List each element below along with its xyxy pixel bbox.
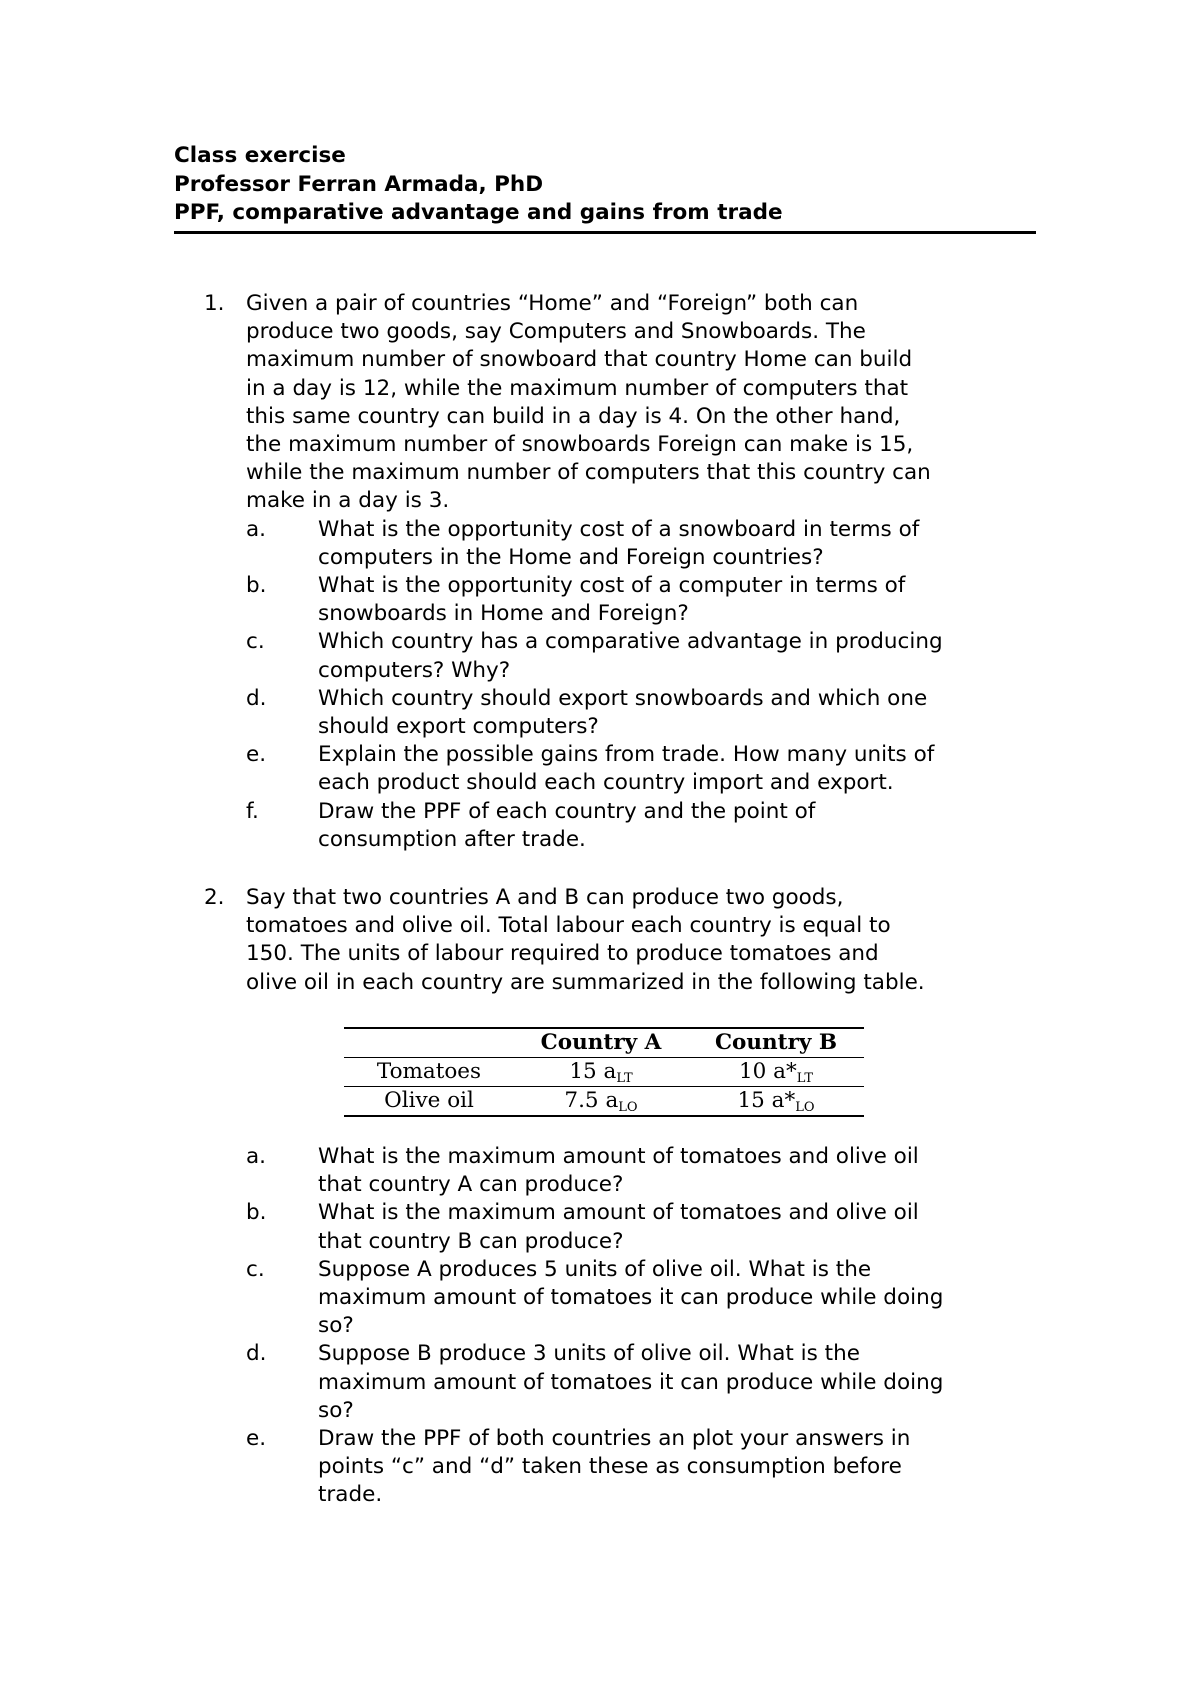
text-line: points “c” and “d” taken these as consumption before [318, 1454, 902, 1480]
text-line: Which country has a comparative advantage in producing [318, 629, 943, 655]
text-line: make in a day is 3. [246, 488, 450, 514]
sub-label: a. [246, 516, 267, 542]
question-text [246, 884, 1046, 997]
header-topic: PPF, comparative advantage and gains from trade [174, 200, 783, 225]
text-line: should export computers? [318, 714, 599, 740]
cell-value: 15 a [569, 1059, 617, 1084]
sub-label: d. [246, 685, 267, 711]
text-line: so? [318, 1397, 354, 1423]
text-line: Draw the PPF of both countries an plot your answers in [318, 1426, 911, 1452]
sub-question-d [246, 685, 1046, 741]
cell-subscript: LO [795, 1100, 815, 1115]
sub-question-b [246, 1199, 1046, 1255]
text-line: Say that two countries A and B can produce two goods, [246, 885, 844, 910]
question-1 [174, 290, 1054, 854]
text-line: olive oil in each country are summarized in the following table. [246, 969, 925, 995]
text-line: maximum amount of tomatoes it can produce while doing [318, 1285, 944, 1311]
table-header-cell: Country B [714, 1030, 838, 1055]
table-header-row [344, 1028, 864, 1058]
text-line: each product should each country import and export. [318, 770, 894, 796]
table-header-cell: Country A [540, 1030, 662, 1055]
cell-subscript: LT [616, 1071, 633, 1086]
text-line: Which country should export snowboards and which one [318, 685, 928, 711]
text-line: Suppose A produces 5 units of olive oil. What is the [318, 1256, 872, 1282]
sub-label: e. [246, 1426, 267, 1452]
labour-requirements-table [344, 1027, 864, 1117]
sub-label: c. [246, 629, 265, 655]
sub-question-f [246, 798, 1046, 854]
text-line: produce two goods, say Computers and Snowboards. The [246, 319, 866, 345]
text-line: Suppose B produce 3 units of olive oil. What is the [318, 1341, 860, 1367]
sub-label: f. [246, 798, 259, 824]
text-line: What is the opportunity cost of a snowboard in terms of [318, 516, 920, 542]
text-line: the maximum number of snowboards Foreign can make is 15, [246, 432, 914, 458]
table-cell [514, 1058, 688, 1087]
table-cell [688, 1058, 864, 1087]
header-author: Professor Ferran Armada, PhD [174, 171, 544, 197]
text-line: computers in the Home and Foreign countries? [318, 544, 824, 570]
text-line: Draw the PPF of each country and the point of [318, 798, 816, 824]
text-line: snowboards in Home and Foreign? [318, 601, 689, 627]
text-line: while the maximum number of computers that this country can [246, 460, 931, 486]
header-divider [174, 231, 1036, 234]
table-cell [514, 1087, 688, 1117]
text-line: maximum amount of tomatoes it can produce while doing [318, 1369, 944, 1395]
question-number: 1. [204, 291, 225, 316]
cell-value: 15 a* [737, 1088, 796, 1113]
sub-label: e. [246, 742, 267, 768]
text-line: What is the maximum amount of tomatoes and olive oil [318, 1200, 919, 1226]
cell-value: 10 a* [738, 1059, 797, 1084]
question-2-subquestions [174, 1143, 1054, 1510]
question-text [246, 290, 1046, 516]
header-title: Class exercise [174, 143, 346, 168]
text-line: tomatoes and olive oil. Total labour each country is equal to [246, 913, 891, 939]
cell-value: 7.5 a [564, 1088, 619, 1113]
sub-question-e [246, 741, 1046, 797]
text-line: What is the maximum amount of tomatoes and olive oil [318, 1144, 919, 1169]
text-line: that country A can produce? [318, 1172, 624, 1198]
cell-subscript: LT [796, 1071, 813, 1086]
sub-label: c. [246, 1256, 265, 1282]
text-line: What is the opportunity cost of a computer in terms of [318, 573, 906, 599]
table-cell [688, 1087, 864, 1117]
question-number: 2. [204, 885, 225, 910]
row-label: Tomatoes [376, 1059, 482, 1084]
text-line: so? [318, 1313, 354, 1339]
sub-label: b. [246, 573, 267, 599]
text-line: trade. [318, 1482, 383, 1508]
sub-question-a [246, 1143, 1046, 1199]
text-line: Given a pair of countries “Home” and “Foreign” both can [246, 291, 859, 316]
text-line: that country B can produce? [318, 1228, 624, 1254]
sub-question-a [246, 516, 1046, 572]
table-row [344, 1087, 864, 1117]
sub-question-c [246, 628, 1046, 684]
text-line: this same country can build in a day is 4. On the other hand, [246, 403, 901, 429]
sub-question-c [246, 1256, 1046, 1341]
text-line: in a day is 12, while the maximum number of computers that [246, 375, 909, 401]
sub-question-b [246, 572, 1046, 628]
text-line: 150. The units of labour required to produce tomatoes and [246, 941, 879, 967]
table-header-cell [344, 1028, 514, 1058]
document-header [174, 142, 1036, 228]
table-row [344, 1058, 864, 1087]
text-line: maximum number of snowboard that country Home can build [246, 347, 913, 373]
cell-subscript: LO [618, 1100, 638, 1115]
text-line: Explain the possible gains from trade. How many units of [318, 742, 935, 768]
sub-label: a. [246, 1144, 267, 1169]
sub-question-d [246, 1340, 1046, 1425]
sub-label: b. [246, 1200, 267, 1226]
text-line: consumption after trade. [318, 826, 586, 852]
row-label: Olive oil [384, 1088, 474, 1113]
question-2 [174, 884, 1054, 997]
sub-question-e [246, 1425, 1046, 1510]
text-line: computers? Why? [318, 657, 511, 683]
sub-label: d. [246, 1341, 267, 1367]
